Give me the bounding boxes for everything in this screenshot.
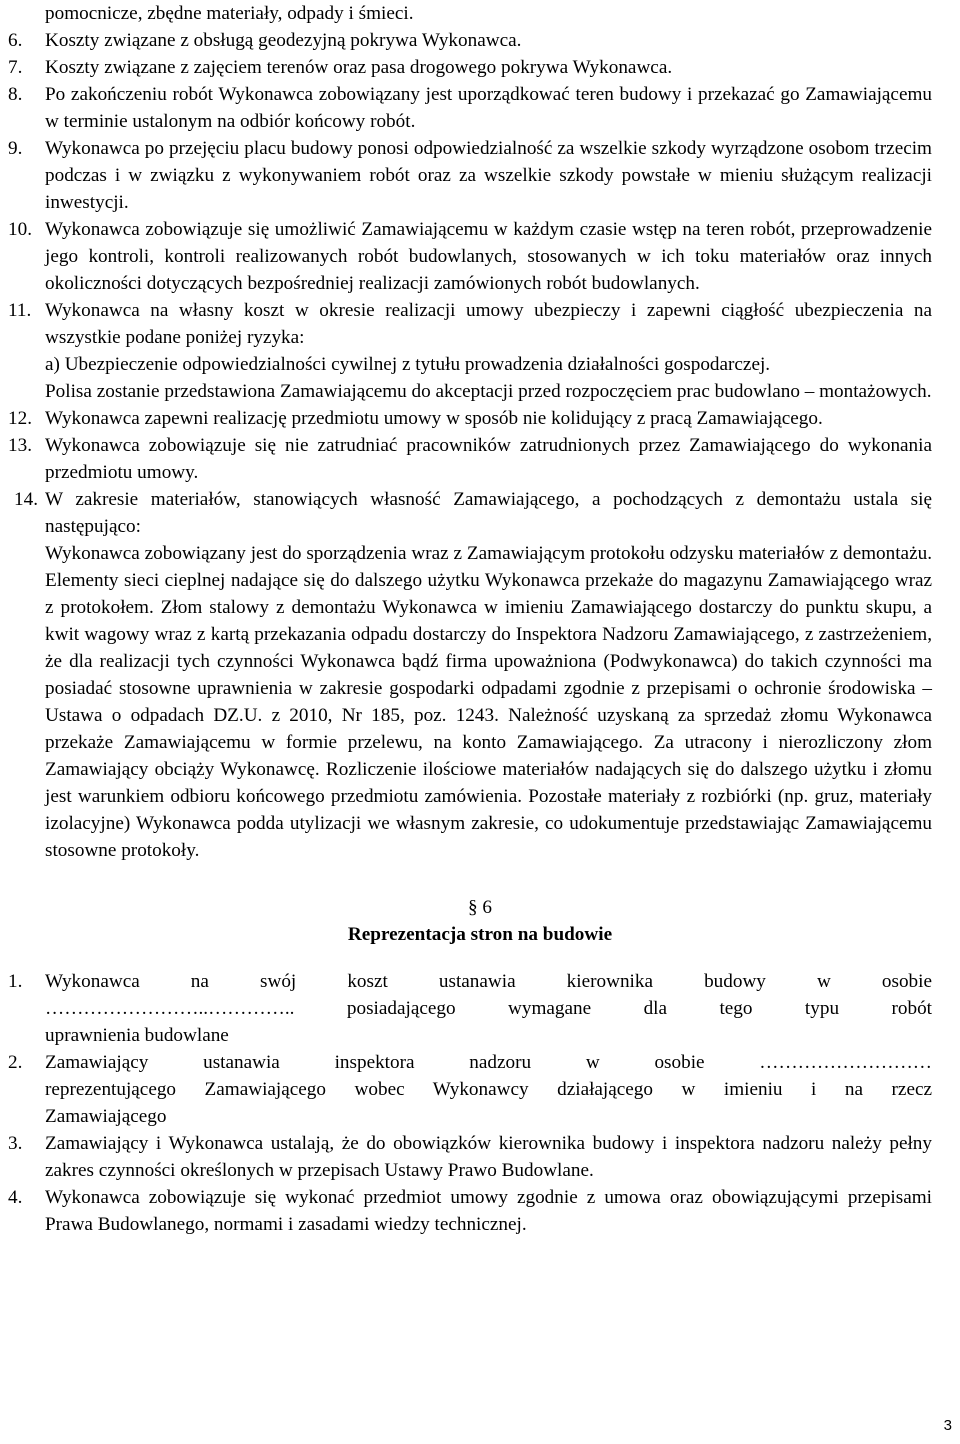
list-line: uprawnienia budowlane (45, 1025, 229, 1046)
list-number: 11. (8, 300, 32, 321)
list-item-7 (8, 54, 932, 81)
list-line: Wykonawca na swój koszt ustanawia kierownika budowy w osobie (45, 971, 932, 992)
list-body: Wykonawca zobowiązany jest do sporządzenia wraz z Zamawiającym protokołu odzysku materiałów z demontażu. Elementy sieci cieplnej nadające się do dalszego użytku Wykonawca przekaże do magazynu Zamawiającego wraz z protokołem. Złom stalowy z demontażu Wykonawca w imieniu Zamawiającego dostarczy do punktu skupu, a kwit wagowy wraz z kartą przekazania odpadu dostarczy do Inspektora Nadzoru Zamawiającego, z zastrzeżeniem, że dla realizacji tych czynności Wykonawca bądź firma upoważniona (Podwykonawca) do takich czynności ma posiadać stosowne uprawnienia w zakresie gospodarki odpadami zgodnie z przepisami o ochronie środowiska – Ustawa o odpadach DZ.U. z 2010, Nr 185, poz. 1243. Należność uzyskaną za sprzedaż złomu Wykonawca przekaże Zamawiającemu w formie przelewu, na konto Zamawiającego. Za utracony i nierozliczony złom Zamawiający obciąży Wykonawcę. Rozliczenie ilościowe materiałów nadających się do dalszego użytku i złomu jest warunkiem odbioru końcowego przedmiotu zamówienia. Pozostałe materiały z rozbiórki (np. gruz, materiały izolacyjne) Wykonawca podda utylizacji we własnym zakresie, co udokumentuje przedstawiając Zamawiającemu stosowne protokoły. (45, 543, 932, 861)
list-text: Wykonawca po przejęciu placu budowy ponosi odpowiedzialność za wszelkie szkody wyrządzone osobom trzecim podczas i w związku z wykonywaniem robót oraz za wszelkie szkody powstałe w mieniu służącym realizacji inwestycji. (45, 138, 932, 213)
list-item-14 (14, 486, 932, 864)
list-subitem-a: a) Ubezpieczenie odpowiedzialności cywilnej z tytułu prowadzenia działalności gospodarczej. (45, 354, 771, 375)
rep-item-4 (8, 1184, 932, 1238)
rep-item-2 (8, 1049, 932, 1130)
list-line: reprezentującego Zamawiającego wobec Wykonawcy działającego w imieniu i na rzecz (45, 1079, 932, 1100)
list-text: Wykonawca zobowiązuje się nie zatrudniać pracowników zatrudnionych przez Zamawiającego do wykonania przedmiotu umowy. (45, 435, 932, 483)
list-text: Koszty związane z zajęciem terenów oraz pasa drogowego pokrywa Wykonawca. (45, 57, 673, 78)
list-text: W zakresie materiałów, stanowiących własność Zamawiającego, a pochodzących z demontażu ustala się następująco: (45, 489, 932, 537)
list-number: 4. (8, 1187, 23, 1208)
list-line: Zamawiający ustanawia inspektora nadzoru w osobie ……………………… (45, 1052, 932, 1073)
list-text: Po zakończeniu robót Wykonawca zobowiązany jest uporządkować teren budowy i przekazać go Zamawiającemu w terminie ustalonym na odbiór końcowy robót. (45, 84, 932, 132)
list-number: 2. (8, 1052, 23, 1073)
list-number: 9. (8, 138, 23, 159)
list-text: Wykonawca zobowiązuje się umożliwić Zamawiającemu w każdym czasie wstęp na teren robót, przeprowadzenie jego kontroli, kontroli realizowanych robót budowlanych, stosowanych w ich toku materiałów oraz innych okoliczności dotyczących bezpośredniej realizacji zamówionych robót budowlanych. (45, 219, 932, 294)
section-title: Reprezentacja stron na budowie (347, 924, 613, 945)
page-number: 3 (943, 1417, 952, 1434)
list-number: 13. (8, 435, 32, 456)
list-number: 12. (8, 408, 32, 429)
list-item-6 (8, 27, 932, 54)
list-subitem-note: Polisa zostanie przedstawiona Zamawiającemu do akceptacji przed rozpoczęciem prac budowlano – montażowych. (45, 381, 932, 402)
rep-item-3 (8, 1130, 932, 1184)
list-number: 10. (8, 219, 32, 240)
list-item-10 (8, 216, 932, 297)
list-item-9 (8, 135, 932, 216)
list-text: Wykonawca zapewni realizację przedmiotu umowy w sposób nie kolidujący z pracą Zamawiającego. (45, 408, 823, 429)
list-number: 1. (8, 971, 23, 992)
list-text: Wykonawca na własny koszt w okresie realizacji umowy ubezpieczy i zapewni ciągłość ubezpieczenia na wszystkie podane poniżej ryzyka: (45, 300, 932, 348)
list-text: Zamawiający i Wykonawca ustalają, że do obowiązków kierownika budowy i inspektora nadzoru należy pełny zakres czynności określonych w przepisach Ustawy Prawo Budowlane. (45, 1133, 932, 1181)
list-line: Zamawiającego (45, 1106, 167, 1127)
list-number: 6. (8, 30, 23, 51)
list-line: ……………………..………….. posiadającego wymagane dla tego typu robót (45, 998, 932, 1019)
list-number: 7. (8, 57, 23, 78)
list-text: Koszty związane z obsługą geodezyjną pokrywa Wykonawca. (45, 30, 522, 51)
list-number: 14. (14, 489, 38, 510)
continuation-text: pomocnicze, zbędne materiały, odpady i śmieci. (45, 3, 414, 24)
list-number: 8. (8, 84, 23, 105)
list-item-8 (8, 81, 932, 135)
list-item-12 (8, 405, 932, 432)
list-text: Wykonawca zobowiązuje się wykonać przedmiot umowy zgodnie z umowa oraz obowiązującymi przepisami Prawa Budowlanego, normami i zasadami wiedzy technicznej. (45, 1187, 932, 1235)
list-item-13 (8, 432, 932, 486)
list-number: 3. (8, 1133, 23, 1154)
list-item-11 (8, 297, 932, 405)
section-symbol: § 6 (468, 897, 492, 918)
rep-item-1 (8, 968, 932, 1049)
